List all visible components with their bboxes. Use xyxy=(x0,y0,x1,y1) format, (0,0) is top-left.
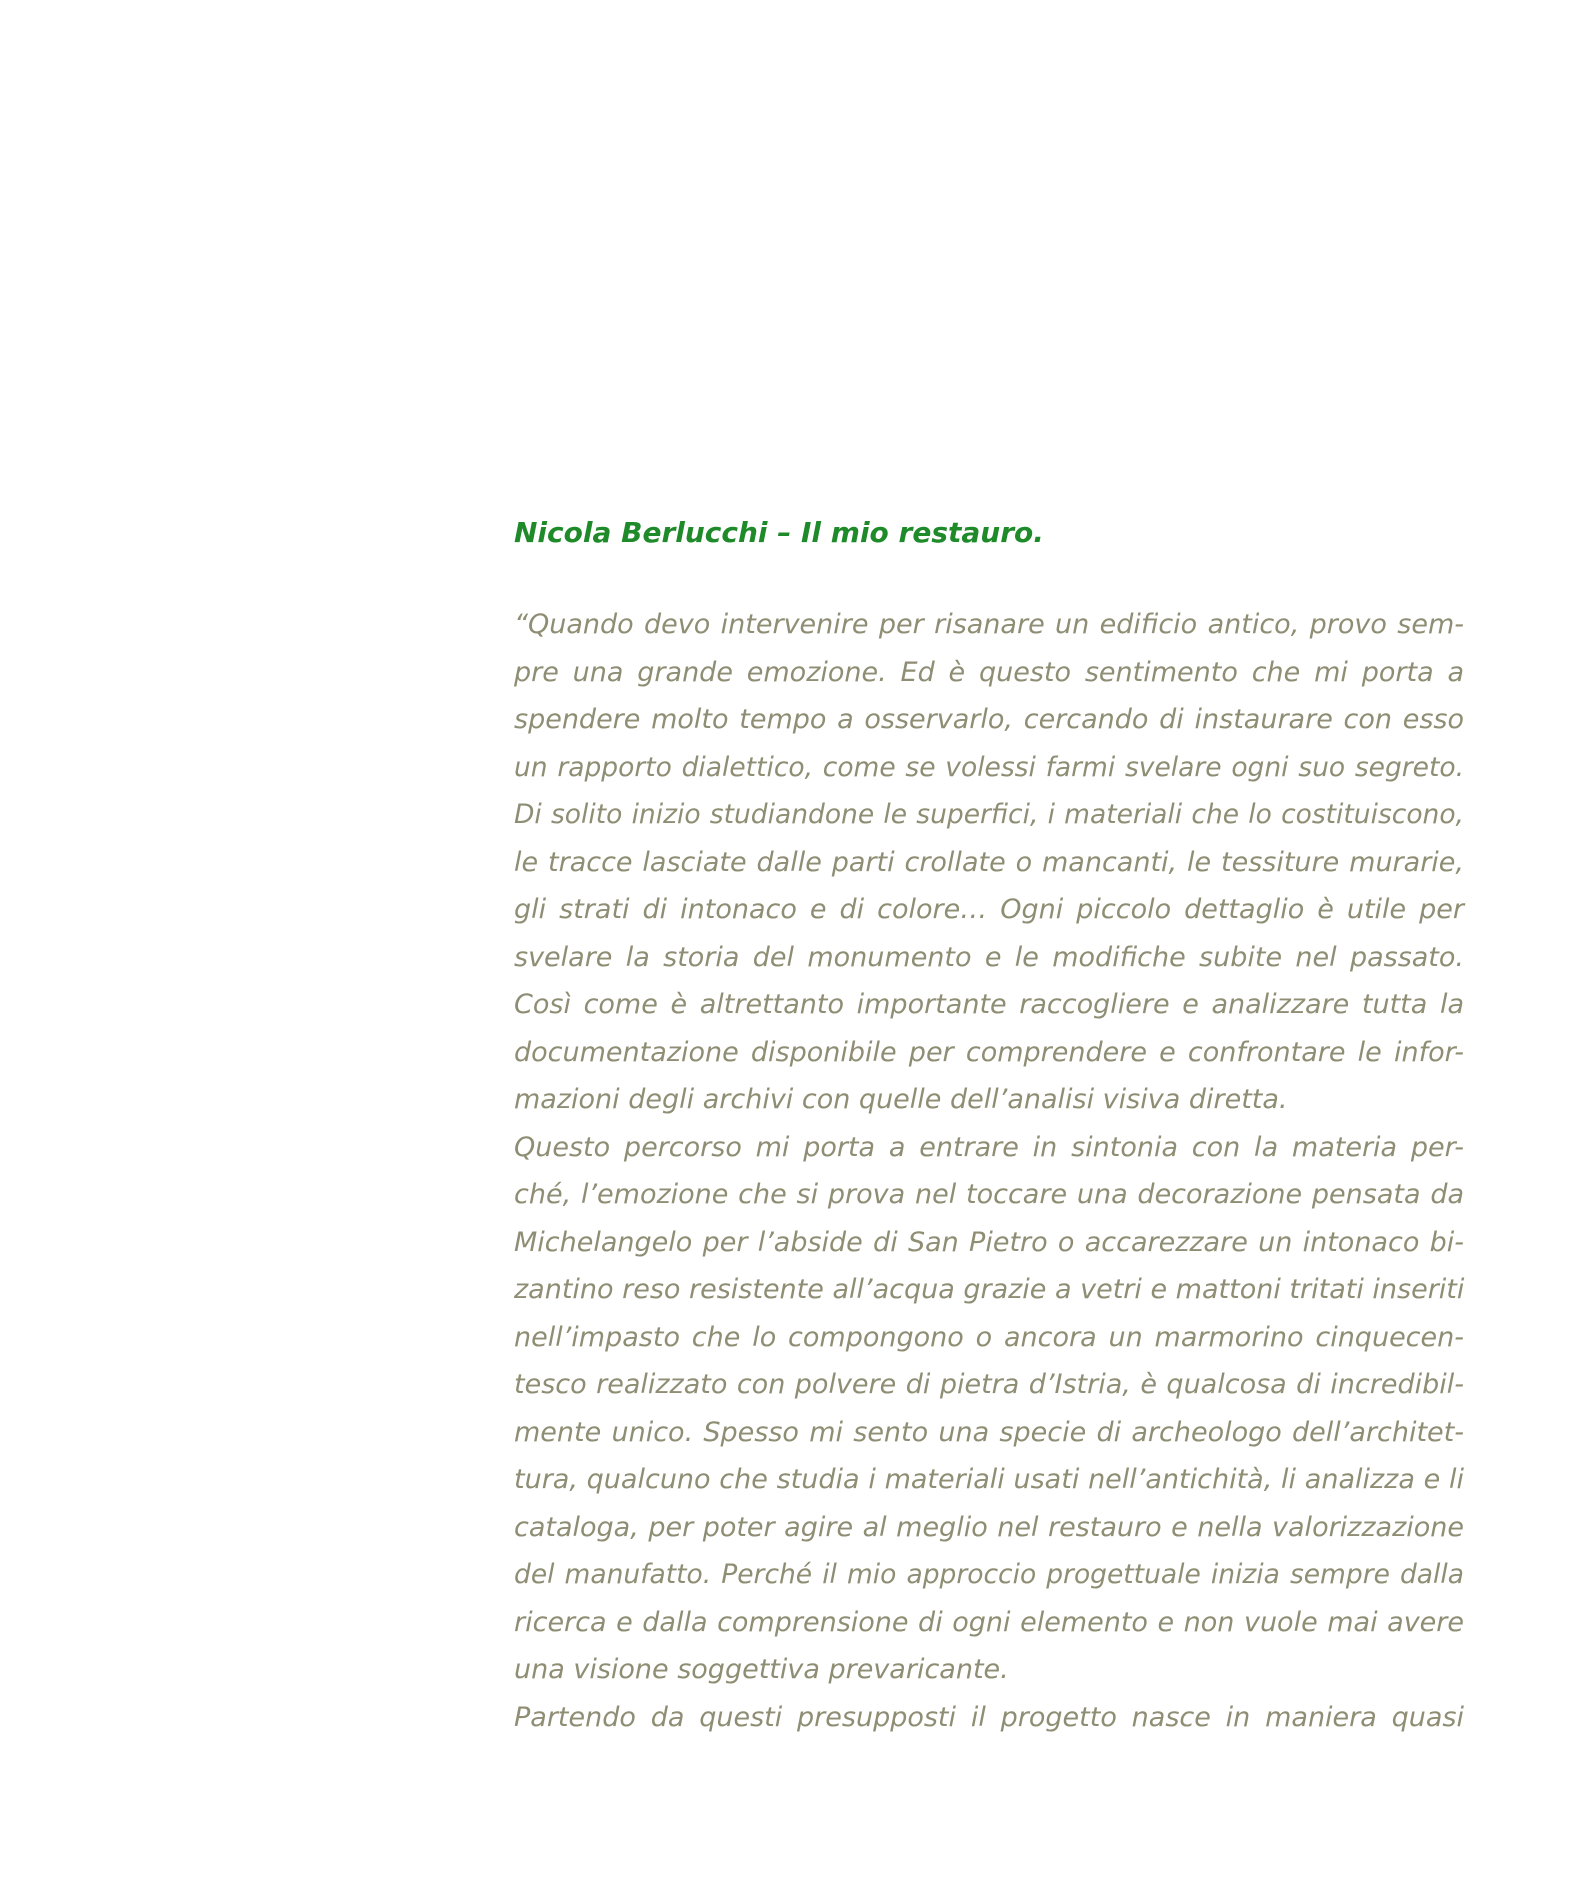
body-line: spendere molto tempo a osservarlo, cercando di instaurare con esso xyxy=(514,704,1464,735)
body-line: “Quando devo intervenire per risanare un edificio antico, provo sem- xyxy=(514,609,1464,640)
body-line: del manufatto. Perché il mio approccio progettuale inizia sempre dalla xyxy=(514,1559,1464,1590)
body-line: Così come è altrettanto importante raccogliere e analizzare tutta la xyxy=(514,989,1464,1020)
body-line: Questo percorso mi porta a entrare in sintonia con la materia per- xyxy=(514,1131,1464,1163)
title-spacer xyxy=(514,561,1464,601)
body-line: Michelangelo per l’abside di San Pietro o accarezzare un intonaco bi- xyxy=(514,1226,1464,1258)
body-line: documentazione disponibile per comprendere e confrontare le infor- xyxy=(514,1036,1464,1068)
body-line: svelare la storia del monumento e le modifiche subite nel passato. xyxy=(514,941,1464,973)
body-line: Di solito inizio studiandone le superfici, i materiali che lo costituiscono, xyxy=(514,799,1464,830)
body-line: mente unico. Spesso mi sento una specie di archeologo dell’architet- xyxy=(514,1416,1464,1448)
body-line: ché, l’emozione che si prova nel toccare una decorazione pensata da xyxy=(514,1179,1464,1210)
body-line: tura, qualcuno che studia i materiali usati nell’antichità, li analizza e li xyxy=(514,1464,1464,1495)
article-body xyxy=(514,601,1464,1741)
body-line: ricerca e dalla comprensione di ogni elemento e non vuole mai avere xyxy=(514,1606,1464,1638)
body-line: mazioni degli archivi con quelle dell’analisi visiva diretta. xyxy=(514,1084,1288,1115)
body-line: un rapporto dialettico, come se volessi farmi svelare ogni suo segreto. xyxy=(514,751,1464,783)
body-line: nell’impasto che lo compongono o ancora un marmorino cinquecen- xyxy=(514,1321,1464,1353)
body-line: zantino reso resistente all’acqua grazie a vetri e mattoni tritati inseriti xyxy=(514,1274,1465,1305)
article-title: Nicola Berlucchi – Il mio restauro. xyxy=(514,516,1044,549)
body-line: gli strati di intonaco e di colore… Ogni piccolo dettaglio è utile per xyxy=(514,894,1464,925)
body-line: Partendo da questi presupposti il progetto nasce in maniera quasi xyxy=(514,1701,1464,1733)
body-line: le tracce lasciate dalle parti crollate o mancanti, le tessiture murarie, xyxy=(514,846,1464,878)
article-text xyxy=(514,505,1464,1741)
body-line: una visione soggettiva prevaricante. xyxy=(514,1654,1009,1685)
body-line: cataloga, per poter agire al meglio nel restauro e nella valorizzazione xyxy=(514,1511,1464,1543)
body-line: pre una grande emozione. Ed è questo sentimento che mi porta a xyxy=(514,656,1464,688)
body-line: tesco realizzato con polvere di pietra d’Istria, è qualcosa di incredibil- xyxy=(514,1369,1464,1400)
